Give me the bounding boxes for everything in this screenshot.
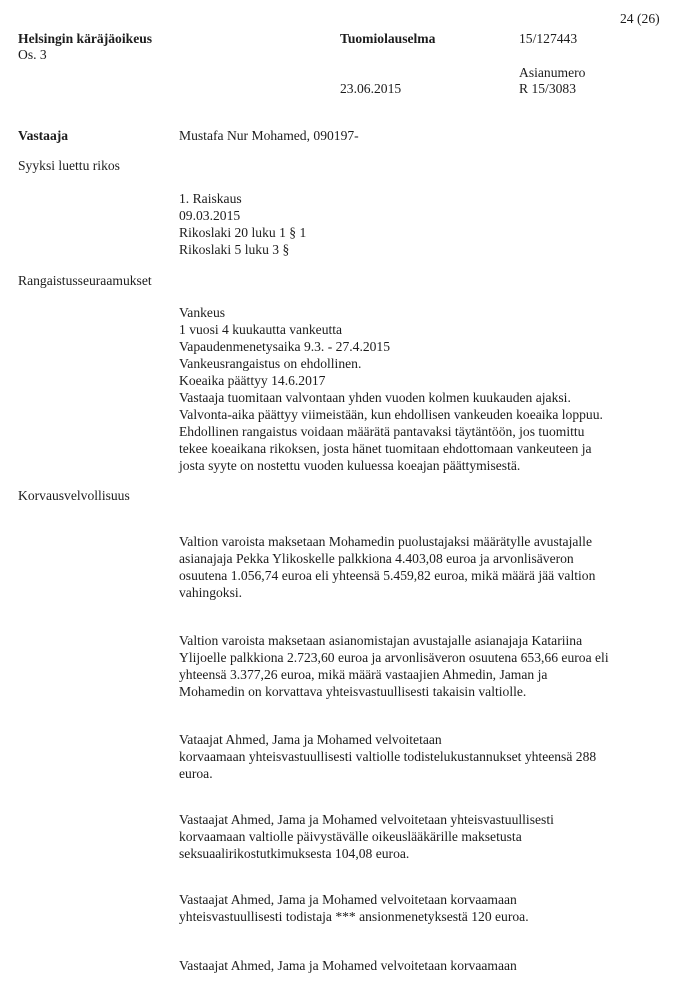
document-number: 15/127443	[519, 31, 578, 46]
sanction-line: Ehdollinen rangaistus voidaan määrätä pantavaksi täytäntöön, jos tuomittu	[179, 424, 585, 439]
document-type: Tuomiolauselma	[340, 31, 436, 46]
defendant-label: Vastaaja	[18, 128, 69, 143]
sanction-line: josta syyte on nostettu vuoden kuluessa koeajan päättymisestä.	[179, 458, 521, 473]
case-number-label: Asianumero	[519, 65, 586, 80]
compensation-paragraph	[179, 957, 659, 974]
paragraph-line: vahingoksi.	[179, 585, 243, 600]
compensation-paragraph	[179, 731, 659, 782]
paragraph-line: osuutena 1.056,74 euroa eli yhteensä 5.459,82 euroa, mikä määrä jää valtion	[179, 568, 596, 583]
compensation-paragraph	[179, 632, 659, 700]
sanction-line: Vastaaja tuomitaan valvontaan yhden vuoden kolmen kuukauden ajaksi.	[179, 390, 571, 405]
offence-label: Syyksi luettu rikos	[18, 158, 120, 173]
defendant-value: Mustafa Nur Mohamed, 090197-	[179, 128, 359, 143]
paragraph-line: korvaamaan yhteisvastuullisesti valtiolle todistelukustannukset yhteensä 288	[179, 749, 597, 764]
paragraph-line: Valtion varoista maksetaan asianomistajan avustajalle asianajaja Katariina	[179, 633, 583, 648]
page-number: 24 (26)	[620, 11, 660, 26]
sanctions-label: Rangaistusseuraamukset	[18, 273, 152, 288]
offence-block	[179, 190, 306, 258]
sanction-line: Vapaudenmenetysaika 9.3. - 27.4.2015	[179, 339, 391, 354]
offence-line: 1. Raiskaus	[179, 191, 242, 206]
compensation-paragraph	[179, 891, 659, 925]
paragraph-line: Valtion varoista maksetaan Mohamedin puolustajaksi määrätylle avustajalle	[179, 534, 592, 549]
paragraph-line: Ylijoelle palkkiona 2.723,60 euroa ja arvonlisäveron osuutena 653,66 euroa eli	[179, 650, 609, 665]
paragraph-line: yhteensä 3.377,26 euroa, mikä määrä vastaajien Ahmedin, Jaman ja	[179, 667, 548, 682]
offence-line: 09.03.2015	[179, 208, 241, 223]
sanction-line: tekee koeaikana rikoksen, josta hänet tuomitaan ehdottomaan vankeuteen ja	[179, 441, 592, 456]
sanctions-block	[179, 304, 603, 474]
document-date: 23.06.2015	[340, 81, 402, 96]
compensation-paragraph	[179, 811, 659, 862]
court-section: Os. 3	[18, 47, 47, 62]
case-number: R 15/3083	[519, 81, 577, 96]
sanction-line: Koeaika päättyy 14.6.2017	[179, 373, 326, 388]
compensation-label: Korvausvelvollisuus	[18, 488, 130, 503]
paragraph-line: Mohamedin on korvattava yhteisvastuullisesti takaisin valtiolle.	[179, 684, 527, 699]
paragraph-line: Vataajat Ahmed, Jama ja Mohamed velvoitetaan	[179, 732, 442, 747]
paragraph-line: Vastaajat Ahmed, Jama ja Mohamed velvoitetaan yhteisvastuullisesti	[179, 812, 554, 827]
paragraph-line: asianajaja Pekka Ylikoskelle palkkiona 4.403,08 euroa ja arvonlisäveron	[179, 551, 574, 566]
compensation-paragraph	[179, 533, 659, 601]
offence-line: Rikoslaki 20 luku 1 § 1	[179, 225, 307, 240]
offence-line: Rikoslaki 5 luku 3 §	[179, 242, 290, 257]
paragraph-line: Vastaajat Ahmed, Jama ja Mohamed velvoitetaan korvaamaan	[179, 892, 517, 907]
sanction-line: Vankeus	[179, 305, 226, 320]
paragraph-line: seksuaalirikostutkimuksesta 104,08 euroa.	[179, 846, 410, 861]
sanction-line: Vankeusrangaistus on ehdollinen.	[179, 356, 362, 371]
sanction-line: Valvonta-aika päättyy viimeistään, kun ehdollisen vankeuden koeaika loppuu.	[179, 407, 603, 422]
paragraph-line: yhteisvastuullisesti todistaja *** ansionmenetyksestä 120 euroa.	[179, 909, 529, 924]
paragraph-line: euroa.	[179, 766, 213, 781]
sanction-line: 1 vuosi 4 kuukautta vankeutta	[179, 322, 343, 337]
court-name: Helsingin käräjäoikeus	[18, 31, 153, 46]
paragraph-line: Vastaajat Ahmed, Jama ja Mohamed velvoitetaan korvaamaan	[179, 958, 517, 973]
paragraph-line: korvaamaan valtiolle päivystävälle oikeuslääkärille maksetusta	[179, 829, 522, 844]
